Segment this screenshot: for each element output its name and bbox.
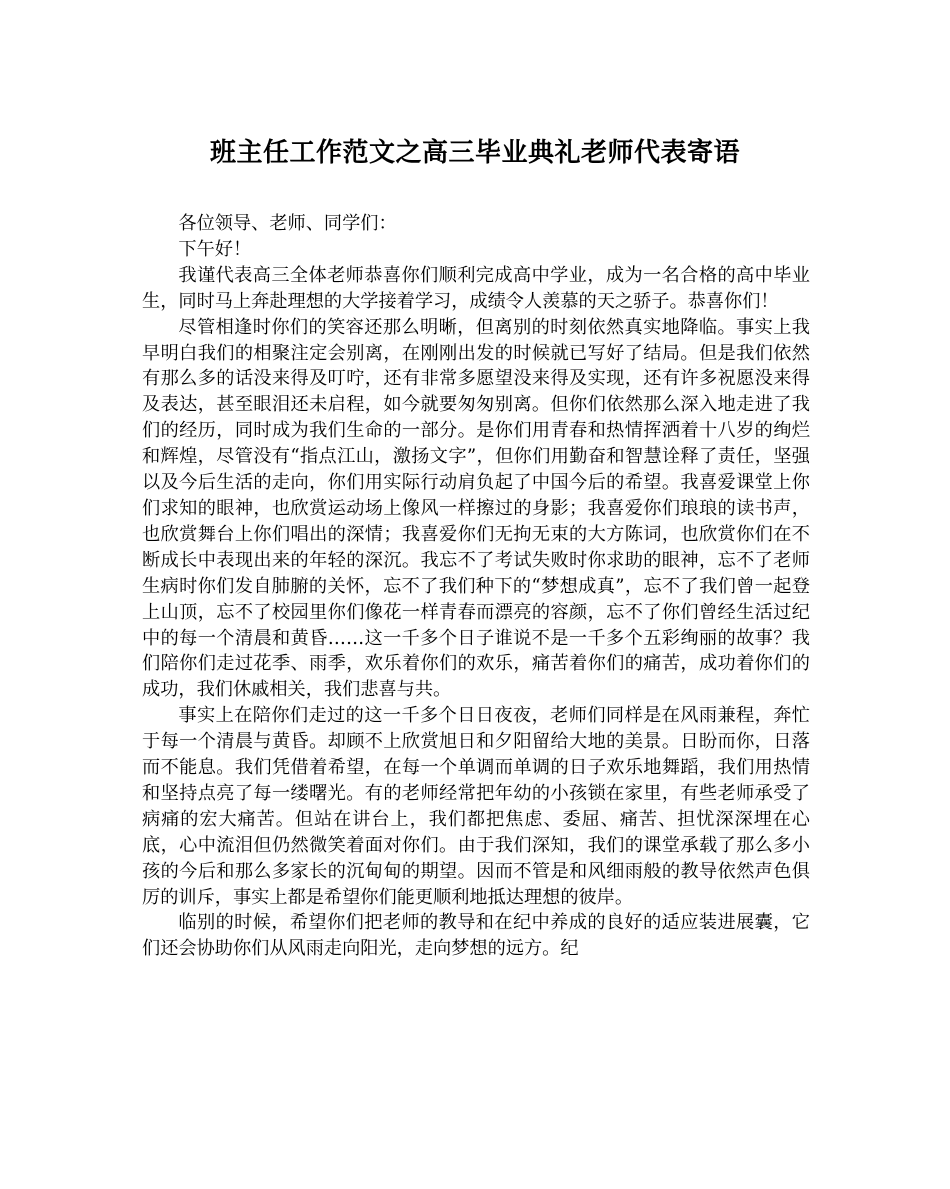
paragraph-teachers: 事实上在陪你们走过的这一千多个日日夜夜，老师们同样是在风雨兼程，奔忙于每一个清晨与黄昏。却顾不上欣赏旭日和夕阳留给大地的美景。日盼而你，日落而不能息。我们凭借着希望，在每一个单调而单调的日子欢乐地舞蹈，我们用热情和坚持点亮了每一缕曙光。有的老师经常把年幼的小孩锁在家里，有些老师承受了病痛的宏大痛苦。但站在讲台上，我们都把焦虑、委屈、痛苦、担忧深深埋在心底，心中流泪但仍然微笑着面对你们。由于我们深知，我们的课堂承载了那么多小孩的今后和那么多家长的沉甸甸的期望。因而不管是和风细雨般的教导依然声色俱厉的训斥，事实上都是希望你们能更顺利地抵达理想的彼岸。 — [142, 705, 810, 908]
paragraph-memories: 尽管相逢时你们的笑容还那么明晰，但离别的时刻依然真实地降临。事实上我早明白我们的相聚注定会别离，在刚刚出发的时候就已写好了结局。但是我们依然有那么多的话没来得及叮咛，还有非常多愿望没来得及实现，还有许多祝愿没来得及表达，甚至眼泪还未启程，如今就要匆匆别离。但你们依然那么深入地走进了我们的经历，同时成为我们生命的一部分。是你们用青春和热情挥洒着十八岁的绚烂和辉煌，尽管没有“指点江山，激扬文字”，但你们用勤奋和智慧诠释了责任，坚强以及今后生活的走向，你们用实际行动肩负起了中国今后的希望。我喜爱课堂上你们求知的眼神，也欣赏运动场上像风一样擦过的身影；我喜爱你们琅琅的读书声，也欣赏舞台上你们唱出的深情；我喜爱你们无拘无束的大方陈词，也欣赏你们在不断成长中表现出来的年轻的深沉。我忘不了考试失败时你求助的眼神，忘不了老师生病时你们发自肺腑的关怀，忘不了我们种下的“梦想成真”，忘不了我们曾一起登上山顶，忘不了校园里你们像花一样青春而漂亮的容颜，忘不了你们曾经生活过纪中的每一个清晨和黄昏……这一千多个日子谁说不是一千多个五彩绚丽的故事？我们陪你们走过花季、雨季，欢乐着你们的欢乐，痛苦着你们的痛苦，成功着你们的成功，我们休戚相关，我们悲喜与共。 — [142, 316, 810, 701]
paragraph-congratulations: 我谨代表高三全体老师恭喜你们顺利完成高中学业，成为一名合格的高中毕业生，同时马上奔赴理想的大学接着学习，成绩令人羡慕的天之骄子。恭喜你们！ — [142, 264, 810, 312]
document-body — [142, 211, 810, 962]
greeting: 下午好！ — [178, 238, 252, 260]
document-title: 班主任工作范文之高三毕业典礼老师代表寄语 — [209, 138, 740, 168]
salutation: 各位领导、老师、同学们： — [178, 213, 397, 234]
paragraph-farewell: 临别的时候，希望你们把老师的教导和在纪中养成的良好的适应装进展囊，它们还会协助你们从风雨走向阳光，走向梦想的远方。纪 — [142, 912, 810, 960]
